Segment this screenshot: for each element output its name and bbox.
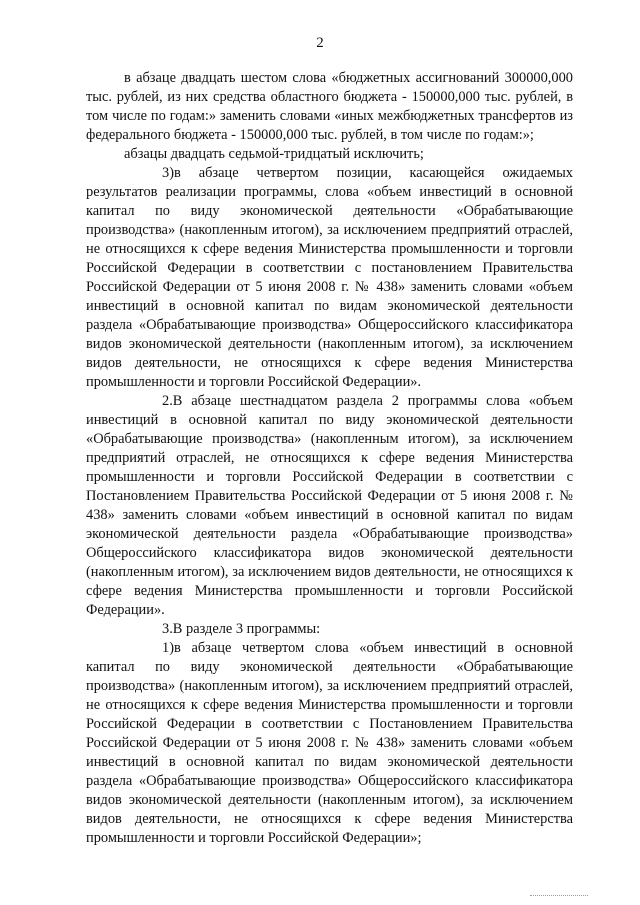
paragraph-3-number: 3) xyxy=(162,165,174,181)
paragraph-4 xyxy=(86,392,573,620)
paragraph-5 xyxy=(86,620,573,639)
paragraph-4-text: В абзаце шестнадцатом раздела 2 программы слова «объем инвестиций в основной капитал по виду экономической деятельности «Обрабатывающие производства» (накопленным итогом), за исключением предприятий отраслей, не относящихся к сфере ведения Министерства промышленности и торговли Российской Федерации в соответствии с Постановлением Правительства Российской Федерации от 5 июня 2008 г. № 438» заменить словами «объем инвестиций в основной капитал по видам экономической деятельности раздела «Обрабатывающие производства» Общероссийского классификатора видов экономической деятельности (накопленным итогом), за исключением видов деятельности, не относящихся к сфере ведения Министерства промышленности и торговли Российской Федерации». xyxy=(86,393,573,618)
paragraph-5-text: В разделе 3 программы: xyxy=(172,621,321,637)
paragraph-6 xyxy=(86,639,573,848)
paragraph-6-text: в абзаце четвертом слова «объем инвестиций в основной капитал по виду экономической деятельности «Обрабатывающие производства» (накопленным итогом), за исключением предприятий отраслей, не относящихся к сфере ведения Министерства промышленности и торговли Российской Федерации в соответствии с Постановлением Правительства Российской Федерации от 5 июня 2008 г. № 438» заменить словами «объем инвестиций в основной капитал по видам экономической деятельности раздела «Обрабатывающие производства» Общероссийского классификатора видов экономической деятельности (накопленным итогом), за исключением видов деятельности, не относящихся к сфере ведения Министерства промышленности и торговли Российской Федерации»; xyxy=(86,640,573,846)
page-number: 2 xyxy=(316,35,324,51)
paragraph-2-text: абзацы двадцать седьмой-тридцатый исключить; xyxy=(124,146,424,162)
paragraph-2 xyxy=(86,145,573,164)
paragraph-1 xyxy=(86,69,573,145)
paragraph-3 xyxy=(86,164,573,392)
scan-artifact-mark xyxy=(530,895,588,899)
paragraph-5-number: 3. xyxy=(162,621,173,637)
paragraph-4-number: 2. xyxy=(162,393,173,409)
document-body xyxy=(86,69,573,848)
paragraph-3-text: в абзаце четвертом позиции, касающейся ожидаемых результатов реализации программы, слова «объем инвестиций в основной капитал по виду экономической деятельности «Обрабатывающие производства» (накопленным итогом), за исключением предприятий отраслей, не относящихся к сфере ведения Министерства промышленности и торговли Российской Федерации в соответствии с постановлением Правительства Российской Федерации от 5 июня 2008 г. № 438» заменить словами «объем инвестиций в основной капитал по видам экономической деятельности раздела «Обрабатывающие производства» Общероссийского классификатора видов экономической деятельности (накопленным итогом), за исключением видов деятельности, не относящихся к сфере ведения Министерства промышленности и торговли Российской Федерации». xyxy=(86,165,573,390)
paragraph-6-number: 1) xyxy=(162,640,174,656)
paragraph-1-text: в абзаце двадцать шестом слова «бюджетных ассигнований 300000,000 тыс. рублей, из них средства областного бюджета - 150000,000 тыс. рублей, в том числе по годам:» заменить словами «иных межбюджетных трансфертов из федерального бюджета - 150000,000 тыс. рублей, в том числе по годам:»; xyxy=(86,70,573,143)
